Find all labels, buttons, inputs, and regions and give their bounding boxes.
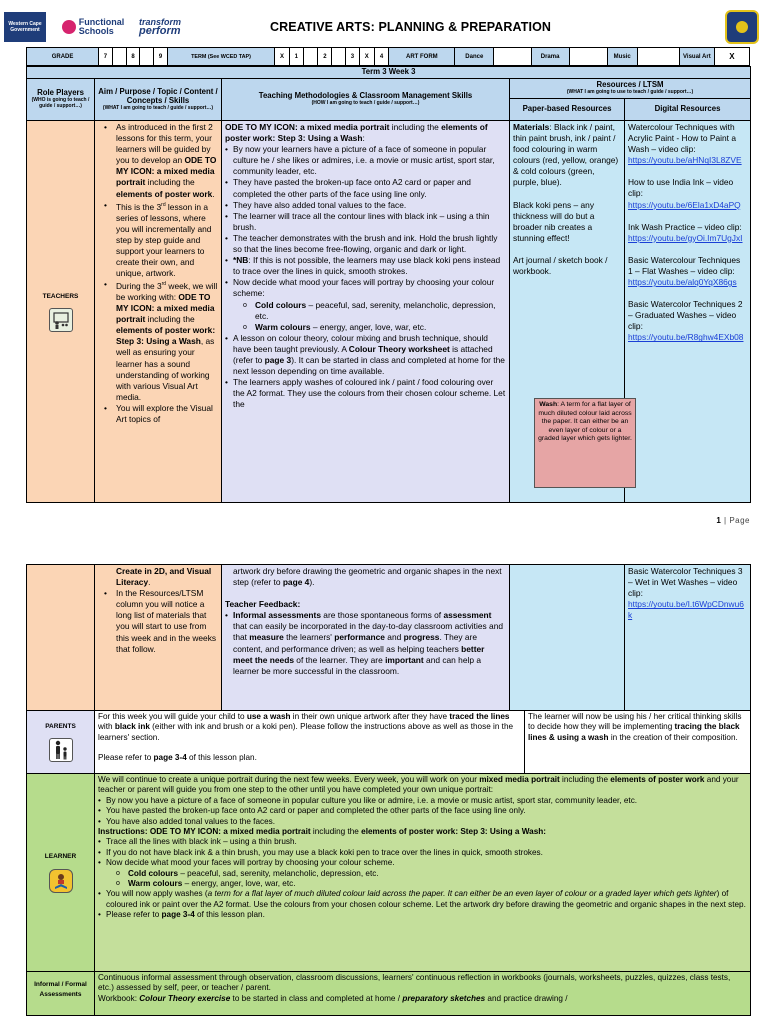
teachers-paper-resources-cont bbox=[510, 565, 625, 711]
grade-label: GRADE bbox=[27, 48, 99, 66]
term-label: TERM (See WCED TAP) bbox=[167, 48, 274, 66]
art-form-dance: Dance bbox=[455, 48, 494, 66]
method-item: • The learner will trace all the contour lines with black ink – using a thin brush. bbox=[225, 211, 506, 233]
aim-item: • In the Resources/LTSM column you will notice a long list of materials that you will start to use from this week and in the weeks that follow. bbox=[98, 588, 218, 655]
transform-perform-logo: transform perform bbox=[138, 17, 181, 37]
learner-item: • You have pasted the broken-up face onto A2 card or paper and completed the other parts of the face using line only. bbox=[98, 806, 747, 816]
document-header bbox=[0, 8, 768, 46]
dance-mark bbox=[494, 48, 531, 66]
video-link-wash[interactable]: https://youtu.be/aHNqI3L8ZVE bbox=[628, 155, 742, 166]
planning-table-continued bbox=[26, 564, 751, 711]
art-form-music: Music bbox=[607, 48, 637, 66]
learner-step: • You will now apply washes (a term for a flat layer of much diluted colour laid across the paper. It can either be an even layer of colour or a graded layer which gets lighter) of coloured ink or paint over the A2 format. Use the colours from your chosen colour scheme. Let the artwork dry before drawing the geometric and organic shapes in the next step. bbox=[98, 889, 747, 910]
planning-table bbox=[26, 66, 751, 503]
drama-mark bbox=[569, 48, 607, 66]
term-3: 3 bbox=[346, 48, 360, 66]
teachers-digital-resources-cont: Basic Watercolor Techniques 3 – Wet in Wet Washes – video clip: https://youtu.be/I.t6WpCDnwu6k bbox=[625, 565, 751, 711]
parents-outcome: The learner will now be using his / her critical thinking skills to decide how they will be implementing tracing the black lines & using a wash in the creation of their composition. bbox=[525, 711, 751, 774]
aim-item: • During the 3rd week, we will be working with: ODE TO MY ICON: a mixed media portrait including the elements of poster work: Step 3: Using a Wash, as well as ensuring your learner has a sound understanding of working with various Visual Art media. bbox=[98, 279, 218, 403]
fs-emblem-icon bbox=[62, 20, 76, 34]
page-number: 1 | Page bbox=[716, 516, 750, 525]
colour-scheme-warm: o Warm colours – energy, anger, love, war, etc. bbox=[243, 322, 506, 333]
feedback-item: • Informal assessments are those spontaneous forms of assessment that can easily be incorporated in the day-to-day classroom activities and that measure the learners' performance and progress. They are content, and performance driven; as well as helping teachers better meet the needs of the learner. They are important and can help a learner be more successful in the classroom. bbox=[225, 610, 506, 677]
col-resources: Resources / LTSM (WHAT I am going to use to teach / guide / support…) bbox=[510, 79, 751, 99]
grade-7: 7 bbox=[99, 48, 113, 66]
parents-guidance: For this week you will guide your child to use a wash in their own unique artwork after they have traced the lines with black ink (either with ink and brush or a koki pen). Please follow the instructions above as well as those in the learners' section. Please refer to page 3-4 of this lesson plan. bbox=[95, 711, 525, 774]
col-paper-resources: Paper-based Resources bbox=[510, 99, 625, 121]
grade-9: 9 bbox=[154, 48, 168, 66]
method-item: • By now your learners have a picture of a face of someone in popular culture he / she likes or admires, i.e. a movie or music artist, sport star, community leader, etc. bbox=[225, 144, 506, 177]
role-teachers-cont bbox=[27, 565, 95, 711]
col-role-players: Role Players (WHO is going to teach / guide / support…) bbox=[27, 79, 95, 121]
grade-8-mark bbox=[140, 48, 154, 66]
teachers-digital-resources: Watercolour Techniques with Acrylic Paint - How to Paint a Wash – video clip: https://youtu.be/aHNqI3L8ZVE How to use India Ink – video clip: https://youtu.be/6Ela1xD4aPQ Ink Wash Practice – video clip: https://youtu.be/gyOi.Im7UgJxI Basic Watercolour Techniques 1 – Flat Washes – video clip: https://youtu.be/alq0YqX86gs Basic Watercolor Techniques 2 – Graduated Washes – video clip: https://youtu.be/R8ghw4EXb08 bbox=[625, 121, 751, 503]
art-form-drama: Drama bbox=[531, 48, 569, 66]
grade-term-table bbox=[26, 47, 750, 66]
page-2 bbox=[0, 560, 768, 1024]
learner-item: • You have also added tonal values to the faces. bbox=[98, 817, 747, 827]
method-item: • They have pasted the broken-up face onto A2 card or paper and completed the other parts of the face using line only. bbox=[225, 177, 506, 199]
learner-step: • Trace all the lines with black ink – using a thin brush. bbox=[98, 837, 747, 847]
teachers-aim bbox=[95, 121, 222, 503]
teachers-methodology: ODE TO MY ICON: a mixed media portrait including the elements of poster work: Step 3: Using a Wash: • By now your learners have a picture of a face of someone in popular culture he / she likes or admires, i.e. a movie or music artist, sport star, community leader, etc. • They have pasted the broken-up face onto A2 card or paper and completed the other parts of the face using line only. • They have also added tonal values to the face. • The learner will trace all the contour lines with black ink – using a thin brush. • The teacher demonstrates with the brush and ink. Hold the brush lightly so that the lines become free-flowing, organic and dark or light. • *NB: If this is not possible, the learners may use black koki pens instead to trace over the lines in quick, smooth strokes. • Now decide what mood your faces will portray by choosing your colour scheme: o Cold colours – peaceful, sad, serenity, melancholic, depression, etc. o Warm colours – energy, anger, love, war, etc. • A lesson on colour theory, colour mixing and brush technique, should have been taught previously. A Colour Theory worksheet is attached (refer to page 3). It can be started in class and completed at home for the next lesson depending on time available. • The learners apply washes of coloured ink / paint / food colouring over the A2 format. They use the colours from their chosen colour scheme. Let the bbox=[222, 121, 510, 503]
reading-learner-icon bbox=[49, 869, 73, 893]
wcg-logo: Western Cape Government bbox=[4, 12, 46, 42]
role-assessment: Informal / Formal Assessments bbox=[27, 972, 95, 1016]
col-methodology: Teaching Methodologies & Classroom Management Skills (HOW I am going to teach / guide / support…) bbox=[222, 79, 510, 121]
learner-step: • Now decide what mood your faces will portray by choosing your colour scheme. o Cold colours – peaceful, sad, serenity, melancholic, depression, etc. o Warm colours – energy, anger, love, war, etc. bbox=[98, 858, 747, 889]
teachers-paper-resources: Materials: Black ink / paint, thin paint brush, ink / paint / food colouring in warm colours (red, yellow, orange) & cold colours (green, purple, blue). Black koki pens – any thickness will do but a broader nib creates a stunning effect! Art journal / sketch book / workbook. bbox=[510, 121, 625, 503]
role-learner: LEARNER bbox=[27, 774, 95, 972]
term-4: 4 bbox=[374, 48, 389, 66]
koki-note: Black koki pens – any thickness will do but a broader nib creates a stunning effect! bbox=[513, 199, 595, 243]
wellbeing-badge-icon bbox=[725, 10, 759, 44]
parent-child-icon bbox=[49, 738, 73, 762]
document-title: CREATIVE ARTS: PLANNING & PREPARATION bbox=[270, 20, 552, 34]
method-item: • The learners apply washes of coloured ink / paint / food colouring over the A2 format. They use the colours from their chosen colour scheme. Let the bbox=[225, 377, 506, 410]
learner-item: • By now you have a picture of a face of someone in popular culture you like or admire, i.e. a movie or music artist, sport star, community leader, etc. bbox=[98, 796, 747, 806]
method-item: • Now decide what mood your faces will portray by choosing your colour scheme: o Cold colours – peaceful, sad, serenity, melancholic, depression, etc. o Warm colours – energy, anger, love, war, etc. bbox=[225, 277, 506, 332]
aim-item: • You will explore the Visual Art topics of bbox=[98, 403, 218, 425]
art-form-label: ART FORM bbox=[389, 48, 455, 66]
wash-definition-box: Wash: A term for a flat layer of much diluted colour laid across the paper. It can either be an even layer of colour or a graded layer which gets lighter. bbox=[534, 398, 636, 488]
method-item: • *NB: If this is not possible, the learners may use black koki pens instead to trace over the lines in quick, smooth strokes. bbox=[225, 255, 506, 277]
parents-learner-table bbox=[26, 710, 751, 1016]
col-aim: Aim / Purpose / Topic / Content / Concepts / Skills (WHAT I am going to teach / guide / support…) bbox=[95, 79, 222, 121]
teachers-methodology-cont: artwork dry before drawing the geometric and organic shapes in the next step (refer to page 4). Teacher Feedback: • Informal assessments are those spontaneous forms of assessment that can easily be incorporated in the day-to-day classroom activities and that measure the learners' performance and progress. They are content, and performance driven; as well as helping teachers better meet the needs of the learner. They are important and can help a learner be more successful in the classroom. bbox=[222, 565, 510, 711]
grade-7-mark bbox=[112, 48, 126, 66]
role-parents: PARENTS bbox=[27, 711, 95, 774]
assessment-text: Continuous informal assessment through observation, classroom discussions, learners' continuous reflection in workbooks (journals, worksheets, puzzles, quizzes, class tests, etc.) assessed by self, peer, or teacher / parent. Workbook: Colour Theory exercise to be started in class and completed at home / preparatory sketches and practice drawing / bbox=[95, 972, 751, 1016]
term-2-mark bbox=[332, 48, 346, 66]
method-item: • They have also added tonal values to the face. bbox=[225, 200, 506, 211]
week-title: Term 3 Week 3 bbox=[27, 67, 751, 79]
visual-art-mark: X bbox=[714, 48, 749, 66]
learner-step: • Please refer to page 3-4 of this lesson plan. bbox=[98, 910, 747, 920]
method-item: • The teacher demonstrates with the brush and ink. Hold the brush lightly so that the lines become free-flowing, organic and dark or light. bbox=[225, 233, 506, 255]
music-mark bbox=[637, 48, 679, 66]
video-link-wet-in-wet[interactable]: https://youtu.be/I.t6WpCDnwu6k bbox=[628, 599, 744, 621]
aim-item: • As introduced in the first 2 lessons for this term, your learners will be guided by you to develop an ODE TO MY ICON: a mixed media portrait including the elements of poster work. bbox=[98, 122, 218, 200]
col-digital-resources: Digital Resources bbox=[625, 99, 751, 121]
video-link-india-ink[interactable]: https://youtu.be/6Ela1xD4aPQ bbox=[628, 199, 741, 210]
functional-schools-logo: Functional Schools bbox=[60, 12, 126, 42]
grade-8: 8 bbox=[126, 48, 140, 66]
colour-scheme-cold: o Cold colours – peaceful, sad, serenity, melancholic, depression, etc. bbox=[243, 300, 506, 322]
journal-note: Art journal / sketch book / workbook. bbox=[513, 254, 608, 277]
term-2: 2 bbox=[318, 48, 332, 66]
teacher-board-icon bbox=[49, 308, 73, 332]
term-1-mark bbox=[303, 48, 318, 66]
teachers-aim-cont: Create in 2D, and Visual Literacy. • In the Resources/LTSM column you will notice a long list of materials that you will start to use from this week and in the weeks that follow. bbox=[95, 565, 222, 711]
aim-item: • This is the 3rd lesson in a series of lessons, where you will incrementally and step by step guide and support your learners to create their own, and unique, artwork. bbox=[98, 200, 218, 279]
art-form-visual-art: Visual Art bbox=[679, 48, 714, 66]
method-item: • A lesson on colour theory, colour mixing and brush technique, should have been taught previously. A Colour Theory worksheet is attached (refer to page 3). It can be started in class and completed at home for the next lesson depending on time available. bbox=[225, 333, 506, 377]
learner-step: • If you do not have black ink & a thin brush, you may use a black koki pen to trace over the lines in quick, smooth strokes. bbox=[98, 848, 747, 858]
grade-9-mark: X bbox=[275, 48, 290, 66]
video-link-ink-wash[interactable]: https://youtu.be/gyOi.Im7UgJxI bbox=[628, 232, 743, 243]
term-3-mark: X bbox=[359, 48, 374, 66]
video-link-flat-washes[interactable]: https://youtu.be/alq0YqX86gs bbox=[628, 277, 737, 288]
video-link-graduated-washes[interactable]: https://youtu.be/R8ghw4EXb08 bbox=[628, 332, 744, 343]
term-1: 1 bbox=[289, 48, 303, 66]
learner-instructions: We will continue to create a unique portrait during the next few weeks. Every week, you will work on your mixed media portrait including the elements of poster work and your teacher or parent will guide you from one step to the other until you have completed your own unique portrait: • By now you have a picture of a face of someone in popular culture you like or admire, i.e. a movie or music artist, sport star, community leader, etc. • You have pasted the broken-up face onto A2 card or paper and completed the other parts of the face using line only. • You have also added tonal values to the faces. Instructions: ODE TO MY ICON: a mixed media portrait including the elements of poster work: Step 3: Using a Wash: • Trace all the lines with black ink – using a thin brush. • If you do not have black ink & a thin brush, you may use a black koki pen to trace over the lines in quick, smooth strokes. • Now decide what mood your faces will portray by choosing your colour scheme. o Cold colours – peaceful, sad, serenity, melancholic, depression, etc. o Warm colours – energy, anger, love, war, etc. • You will now apply washes (a term for a flat layer of much diluted colour laid across the paper. It can either be an even layer of colour or a graded layer which gets lighter) of coloured ink or paint over the A2 format. Use the colours from your chosen colour scheme. Let the artwork dry before drawing the geometric and organic shapes in the next step. • Please refer to page 3-4 of this lesson plan. bbox=[95, 774, 751, 972]
role-teachers: TEACHERS bbox=[27, 121, 95, 503]
